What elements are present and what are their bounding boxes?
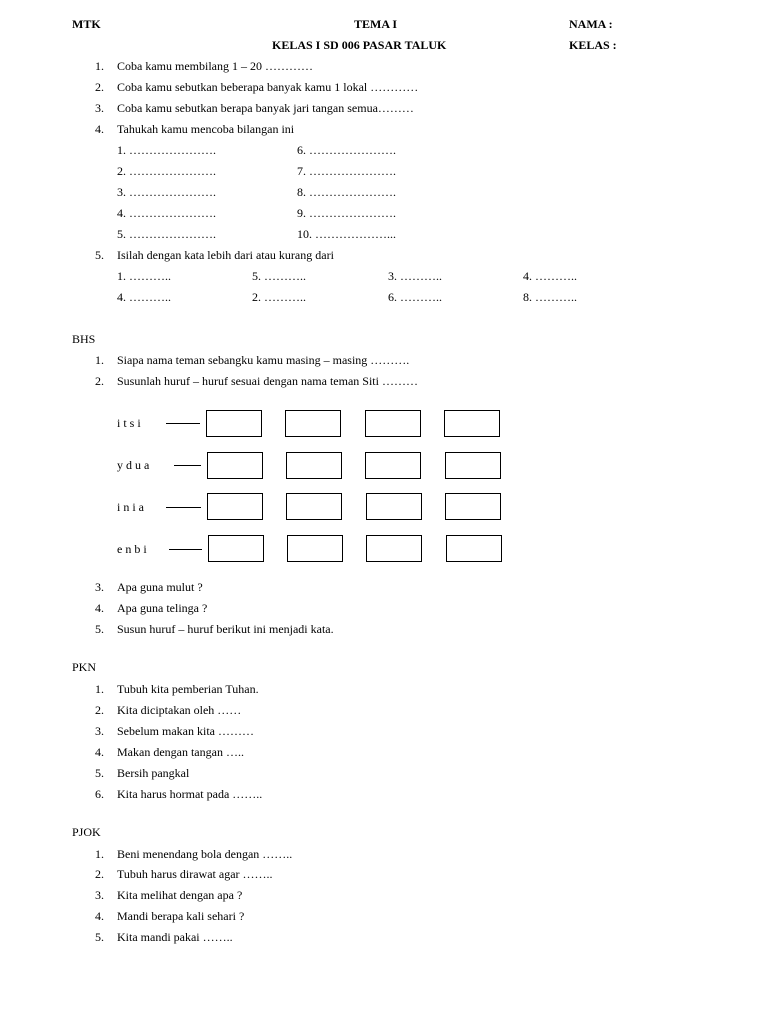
item-number: 5. <box>95 766 104 780</box>
item-number: 1. <box>95 59 104 73</box>
section-label-pjok: PJOK <box>72 825 101 839</box>
item-text: Kita diciptakan oleh …… <box>117 703 242 717</box>
item-number: 6. <box>95 787 104 801</box>
compare-blank: 3. ……….. <box>388 269 442 283</box>
answer-box[interactable] <box>286 493 342 520</box>
item-number: 1. <box>95 847 104 861</box>
answer-box[interactable] <box>366 493 422 520</box>
item-text: Coba kamu sebutkan berapa banyak jari tangan semua……… <box>117 101 414 115</box>
item-number: 4. <box>95 745 104 759</box>
subject-mtk: MTK <box>72 17 101 31</box>
item-number: 3. <box>95 888 104 902</box>
answer-box[interactable] <box>287 535 343 562</box>
class-label: KELAS : <box>569 38 617 52</box>
answer-box[interactable] <box>206 410 262 437</box>
count-blank-9: 9. …………………. <box>297 206 396 220</box>
count-blank-10: 10. ………………... <box>297 227 396 241</box>
scramble-letters: e n b i <box>117 542 147 556</box>
item-number: 5. <box>95 622 104 636</box>
item-number: 4. <box>95 122 104 136</box>
connector-line <box>169 549 202 550</box>
item-number: 5. <box>95 930 104 944</box>
item-number: 4. <box>95 601 104 615</box>
item-text: Kita melihat dengan apa ? <box>117 888 243 902</box>
answer-box[interactable] <box>444 410 500 437</box>
count-blank-5: 5. …………………. <box>117 227 216 241</box>
item-text: Beni menendang bola dengan …….. <box>117 847 293 861</box>
count-blank-7: 7. …………………. <box>297 164 396 178</box>
item-number: 4. <box>95 909 104 923</box>
item-text: Coba kamu sebutkan beberapa banyak kamu 1 lokal ………… <box>117 80 419 94</box>
section-label-pkn: PKN <box>72 660 97 674</box>
connector-line <box>174 465 201 466</box>
scramble-letters: y d u a <box>117 458 150 472</box>
item-text: Tubuh kita pemberian Tuhan. <box>117 682 259 696</box>
item-number: 3. <box>95 101 104 115</box>
answer-box[interactable] <box>445 493 501 520</box>
item-number: 1. <box>95 682 104 696</box>
answer-box[interactable] <box>365 410 421 437</box>
compare-blank: 4. ……….. <box>117 290 171 304</box>
item-number: 1. <box>95 353 104 367</box>
answer-box[interactable] <box>208 535 264 562</box>
count-blank-3: 3. …………………. <box>117 185 216 199</box>
item-number: 2. <box>95 374 104 388</box>
item-number: 3. <box>95 724 104 738</box>
theme-title: TEMA I <box>354 17 398 31</box>
item-number: 2. <box>95 80 104 94</box>
answer-box[interactable] <box>207 493 263 520</box>
item-text: Apa guna telinga ? <box>117 601 208 615</box>
count-blank-4: 4. …………………. <box>117 206 216 220</box>
answer-box[interactable] <box>445 452 501 479</box>
answer-box[interactable] <box>365 452 421 479</box>
item-text: Sebelum makan kita ……… <box>117 724 254 738</box>
item-number: 2. <box>95 703 104 717</box>
compare-blank: 8. ……….. <box>523 290 577 304</box>
item-number: 2. <box>95 867 104 881</box>
compare-blank: 5. ……….. <box>252 269 306 283</box>
item-text: Isilah dengan kata lebih dari atau kurang dari <box>117 248 334 262</box>
count-blank-1: 1. …………………. <box>117 143 216 157</box>
answer-box[interactable] <box>446 535 502 562</box>
item-text: Siapa nama teman sebangku kamu masing – masing ………. <box>117 353 410 367</box>
compare-blank: 4. ……….. <box>523 269 577 283</box>
section-label-bhs: BHS <box>72 332 96 346</box>
answer-box[interactable] <box>207 452 263 479</box>
item-text: Apa guna mulut ? <box>117 580 203 594</box>
compare-blank: 2. ……….. <box>252 290 306 304</box>
answer-box[interactable] <box>286 452 342 479</box>
count-blank-2: 2. …………………. <box>117 164 216 178</box>
scramble-letters: i n i a <box>117 500 144 514</box>
name-label: NAMA : <box>569 17 613 31</box>
item-text: Tahukah kamu mencoba bilangan ini <box>117 122 295 136</box>
item-text: Susun huruf – huruf berikut ini menjadi kata. <box>117 622 334 636</box>
compare-blank: 1. ……….. <box>117 269 171 283</box>
answer-box[interactable] <box>285 410 341 437</box>
item-text: Bersih pangkal <box>117 766 190 780</box>
item-text: Kita mandi pakai …….. <box>117 930 233 944</box>
item-text: Coba kamu membilang 1 – 20 ………… <box>117 59 313 73</box>
item-number: 5. <box>95 248 104 262</box>
connector-line <box>166 507 201 508</box>
item-text: Tubuh harus dirawat agar …….. <box>117 867 273 881</box>
count-blank-8: 8. …………………. <box>297 185 396 199</box>
answer-box[interactable] <box>366 535 422 562</box>
item-text: Kita harus hormat pada …….. <box>117 787 263 801</box>
item-text: Makan dengan tangan ….. <box>117 745 244 759</box>
item-number: 3. <box>95 580 104 594</box>
connector-line <box>166 423 200 424</box>
item-text: Mandi berapa kali sehari ? <box>117 909 245 923</box>
item-text: Susunlah huruf – huruf sesuai dengan nama teman Siti ……… <box>117 374 418 388</box>
scramble-letters: i t s i <box>117 416 141 430</box>
class-title: KELAS I SD 006 PASAR TALUK <box>272 38 447 52</box>
count-blank-6: 6. …………………. <box>297 143 396 157</box>
compare-blank: 6. ……….. <box>388 290 442 304</box>
